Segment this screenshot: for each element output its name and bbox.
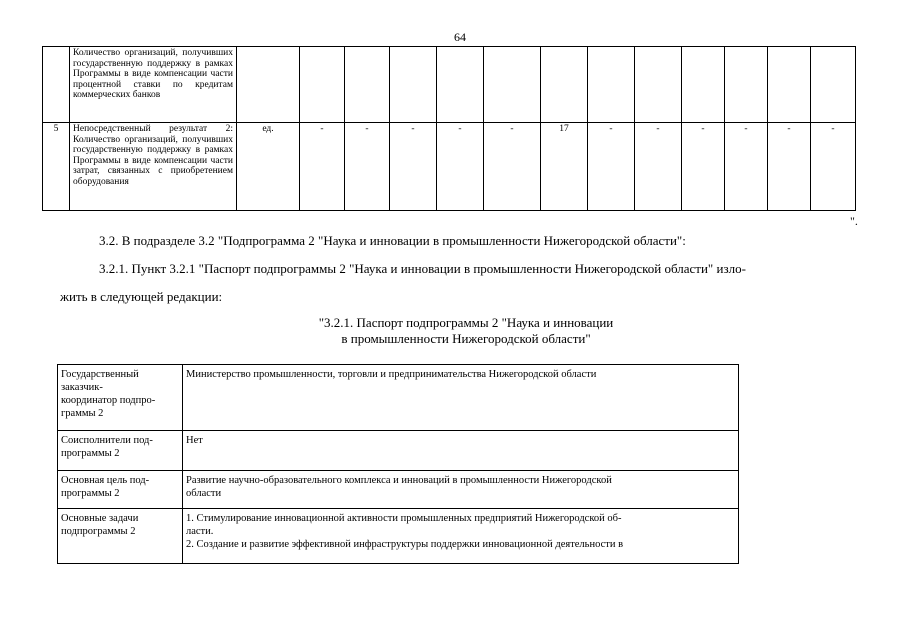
row-value: - <box>484 123 541 211</box>
row-unit: ед. <box>237 123 300 211</box>
passport-title <box>246 315 686 347</box>
label-line: Основные задачи <box>61 513 139 524</box>
row-description: Количество организаций, получивших государственную поддержку в рамках Программы в виде компенсации части процентной ставки по кредитам коммерческих банков <box>70 47 237 123</box>
paragraph-item-3-2-1: 3.2.1. Пункт 3.2.1 "Паспорт подпрограммы 2 "Наука и инновации в промышленности Нижегородской области" изло- <box>99 261 746 276</box>
value-line: области <box>186 488 222 499</box>
row-unit <box>237 47 300 123</box>
row-number: 5 <box>43 123 70 211</box>
paragraph-section-3-2: 3.2. В подразделе 3.2 "Подпрограмма 2 "Наука и инновации в промышленности Нижегородской области": <box>99 233 686 248</box>
passport-value <box>183 509 739 564</box>
value-line: 2. Создание и развитие эффективной инфраструктуры поддержки инновационной деятельности в <box>186 539 624 550</box>
passport-title-line: в промышленности Нижегородской области" <box>341 331 591 346</box>
row-value <box>768 47 811 123</box>
row-description: Непосредственный результат 2: Количество организаций, получивших государственную поддержку в рамках Программы в виде компенсации части затрат, связанных с приобретением оборудования <box>70 123 237 211</box>
row-value: - <box>635 123 682 211</box>
row-number <box>43 47 70 123</box>
row-value <box>811 47 856 123</box>
passport-label <box>58 365 183 431</box>
label-line: программы 2 <box>61 488 120 499</box>
row-value: - <box>437 123 484 211</box>
label-line: заказчик- <box>61 382 103 393</box>
label-line: Соисполнители под- <box>61 435 153 446</box>
row-value: - <box>768 123 811 211</box>
label-line: Государственный <box>61 369 139 380</box>
table-row <box>43 123 856 211</box>
row-value: - <box>725 123 768 211</box>
row-value: - <box>811 123 856 211</box>
value-line: Развитие научно-образовательного комплекса и инноваций в промышленности Нижегородской <box>186 475 612 486</box>
value-line: Нет <box>186 435 203 446</box>
passport-value <box>183 471 739 509</box>
row-value <box>390 47 437 123</box>
paragraph-item-3-2-1-continued: жить в следующей редакции: <box>60 289 223 304</box>
passport-table <box>57 364 739 564</box>
row-value <box>345 47 390 123</box>
value-line: 1. Стимулирование инновационной активности промышленных предприятий Нижегородской об- <box>186 513 622 524</box>
value-line: ласти. <box>186 526 214 537</box>
passport-value <box>183 431 739 471</box>
table-row <box>43 47 856 123</box>
row-value: - <box>300 123 345 211</box>
row-value: - <box>682 123 725 211</box>
row-value: 17 <box>541 123 588 211</box>
label-line: координатор подпро- <box>61 395 156 406</box>
row-value <box>588 47 635 123</box>
closing-quote: ". <box>850 214 858 228</box>
passport-label <box>58 431 183 471</box>
row-value <box>682 47 725 123</box>
row-value <box>484 47 541 123</box>
table-row <box>58 509 739 564</box>
row-value <box>725 47 768 123</box>
row-value <box>635 47 682 123</box>
table-row <box>58 365 739 431</box>
results-table <box>42 46 856 211</box>
row-value <box>300 47 345 123</box>
label-line: программы 2 <box>61 448 120 459</box>
label-line: подпрограммы 2 <box>61 526 136 537</box>
label-line: Основная цель под- <box>61 475 150 486</box>
passport-label <box>58 509 183 564</box>
row-value: - <box>588 123 635 211</box>
row-value <box>437 47 484 123</box>
row-value <box>541 47 588 123</box>
passport-value <box>183 365 739 431</box>
row-value: - <box>390 123 437 211</box>
passport-title-line: "3.2.1. Паспорт подпрограммы 2 "Наука и инновации <box>318 315 614 330</box>
label-line: граммы 2 <box>61 408 104 419</box>
row-value: - <box>345 123 390 211</box>
value-line: Министерство промышленности, торговли и предпринимательства Нижегородской области <box>186 369 597 380</box>
table-row <box>58 431 739 471</box>
table-row <box>58 471 739 509</box>
page-number: 64 <box>454 30 466 44</box>
passport-label <box>58 471 183 509</box>
